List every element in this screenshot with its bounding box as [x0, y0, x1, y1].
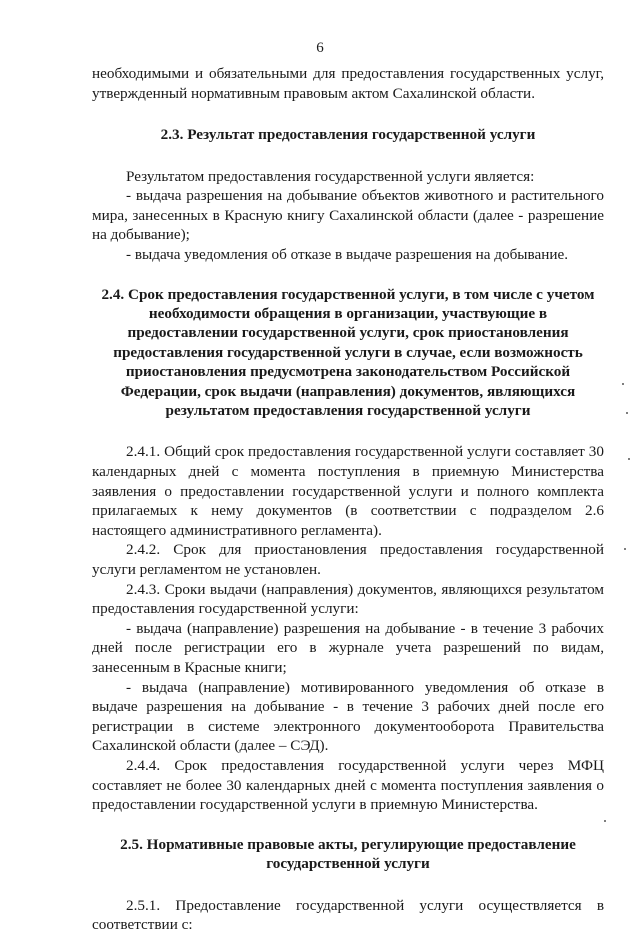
paragraph: - выдача (направление) разрешения на добывание - в течение 3 рабочих дней после регистрации его в журнале учета разрешений по видам, занесенным в Красные книги;	[92, 619, 604, 676]
paragraph: 2.5.1. Предоставление государственной услуги осуществляется в соответствии с:	[92, 896, 604, 934]
paragraph: - выдача (направление) мотивированного уведомления об отказе в выдаче разрешения на добывание - в течение 3 рабочих дней после его регистрации в системе электронного документооборота Правительства Сахалинской области (далее – СЭД).	[92, 678, 604, 755]
paragraph: 2.4.1. Общий срок предоставления государственной услуги составляет 30 календарных дней с момента поступления в приемную Министерства заявления о предоставлении государственной услуги и полного комплекта прилагаемых к нему документов (в соответствии с подразделом 2.6 настоящего административного регламента).	[92, 443, 604, 539]
section-2-5-heading: 2.5. Нормативные правовые акты, регулирующие предоставление государственной услуги	[120, 835, 576, 873]
scan-speck	[604, 820, 606, 822]
document-body	[92, 64, 604, 935]
scan-speck	[628, 458, 630, 460]
paragraph: Результатом предоставления государственной услуги является:	[126, 167, 535, 185]
paragraph: - выдача разрешения на добывание объектов животного и растительного мира, занесенных в Красную книгу Сахалинской области (далее - разрешение на добывание);	[92, 187, 604, 244]
paragraph: - выдача уведомления об отказе в выдаче разрешения на добывание.	[126, 245, 569, 263]
scan-speck	[624, 548, 626, 550]
page-number: 6	[316, 40, 324, 56]
intro-paragraph: необходимыми и обязательными для предоставления государственных услуг, утвержденный нормативным правовым актом Сахалинской области.	[92, 65, 604, 102]
paragraph: 2.4.4. Срок предоставления государственной услуги через МФЦ составляет не более 30 календарных дней с момента поступления заявления о предоставлении государственной услуги в приемную Министерства.	[92, 756, 604, 814]
paragraph: 2.4.3. Сроки выдачи (направления) документов, являющихся результатом предоставления государственной услуги:	[92, 580, 604, 618]
section-2-4-heading: 2.4. Срок предоставления государственной услуги, в том числе с учетом необходимости обращения в организации, участвующие в предоставлении государственной услуги, срок приостановления предоставления государственной услуги в случае, если возможность приостановления предусмотрена законодательством Российской Федерации, срок выдачи (направления) документов, являющихся результатом предоставления государственной услуги	[101, 285, 595, 419]
section-2-3-heading: 2.3. Результат предоставления государственной услуги	[160, 126, 536, 144]
scan-speck	[626, 412, 628, 414]
scan-speck	[622, 383, 624, 385]
paragraph: 2.4.2. Срок для приостановления предоставления государственной услуги регламентом не установлен.	[92, 541, 604, 578]
